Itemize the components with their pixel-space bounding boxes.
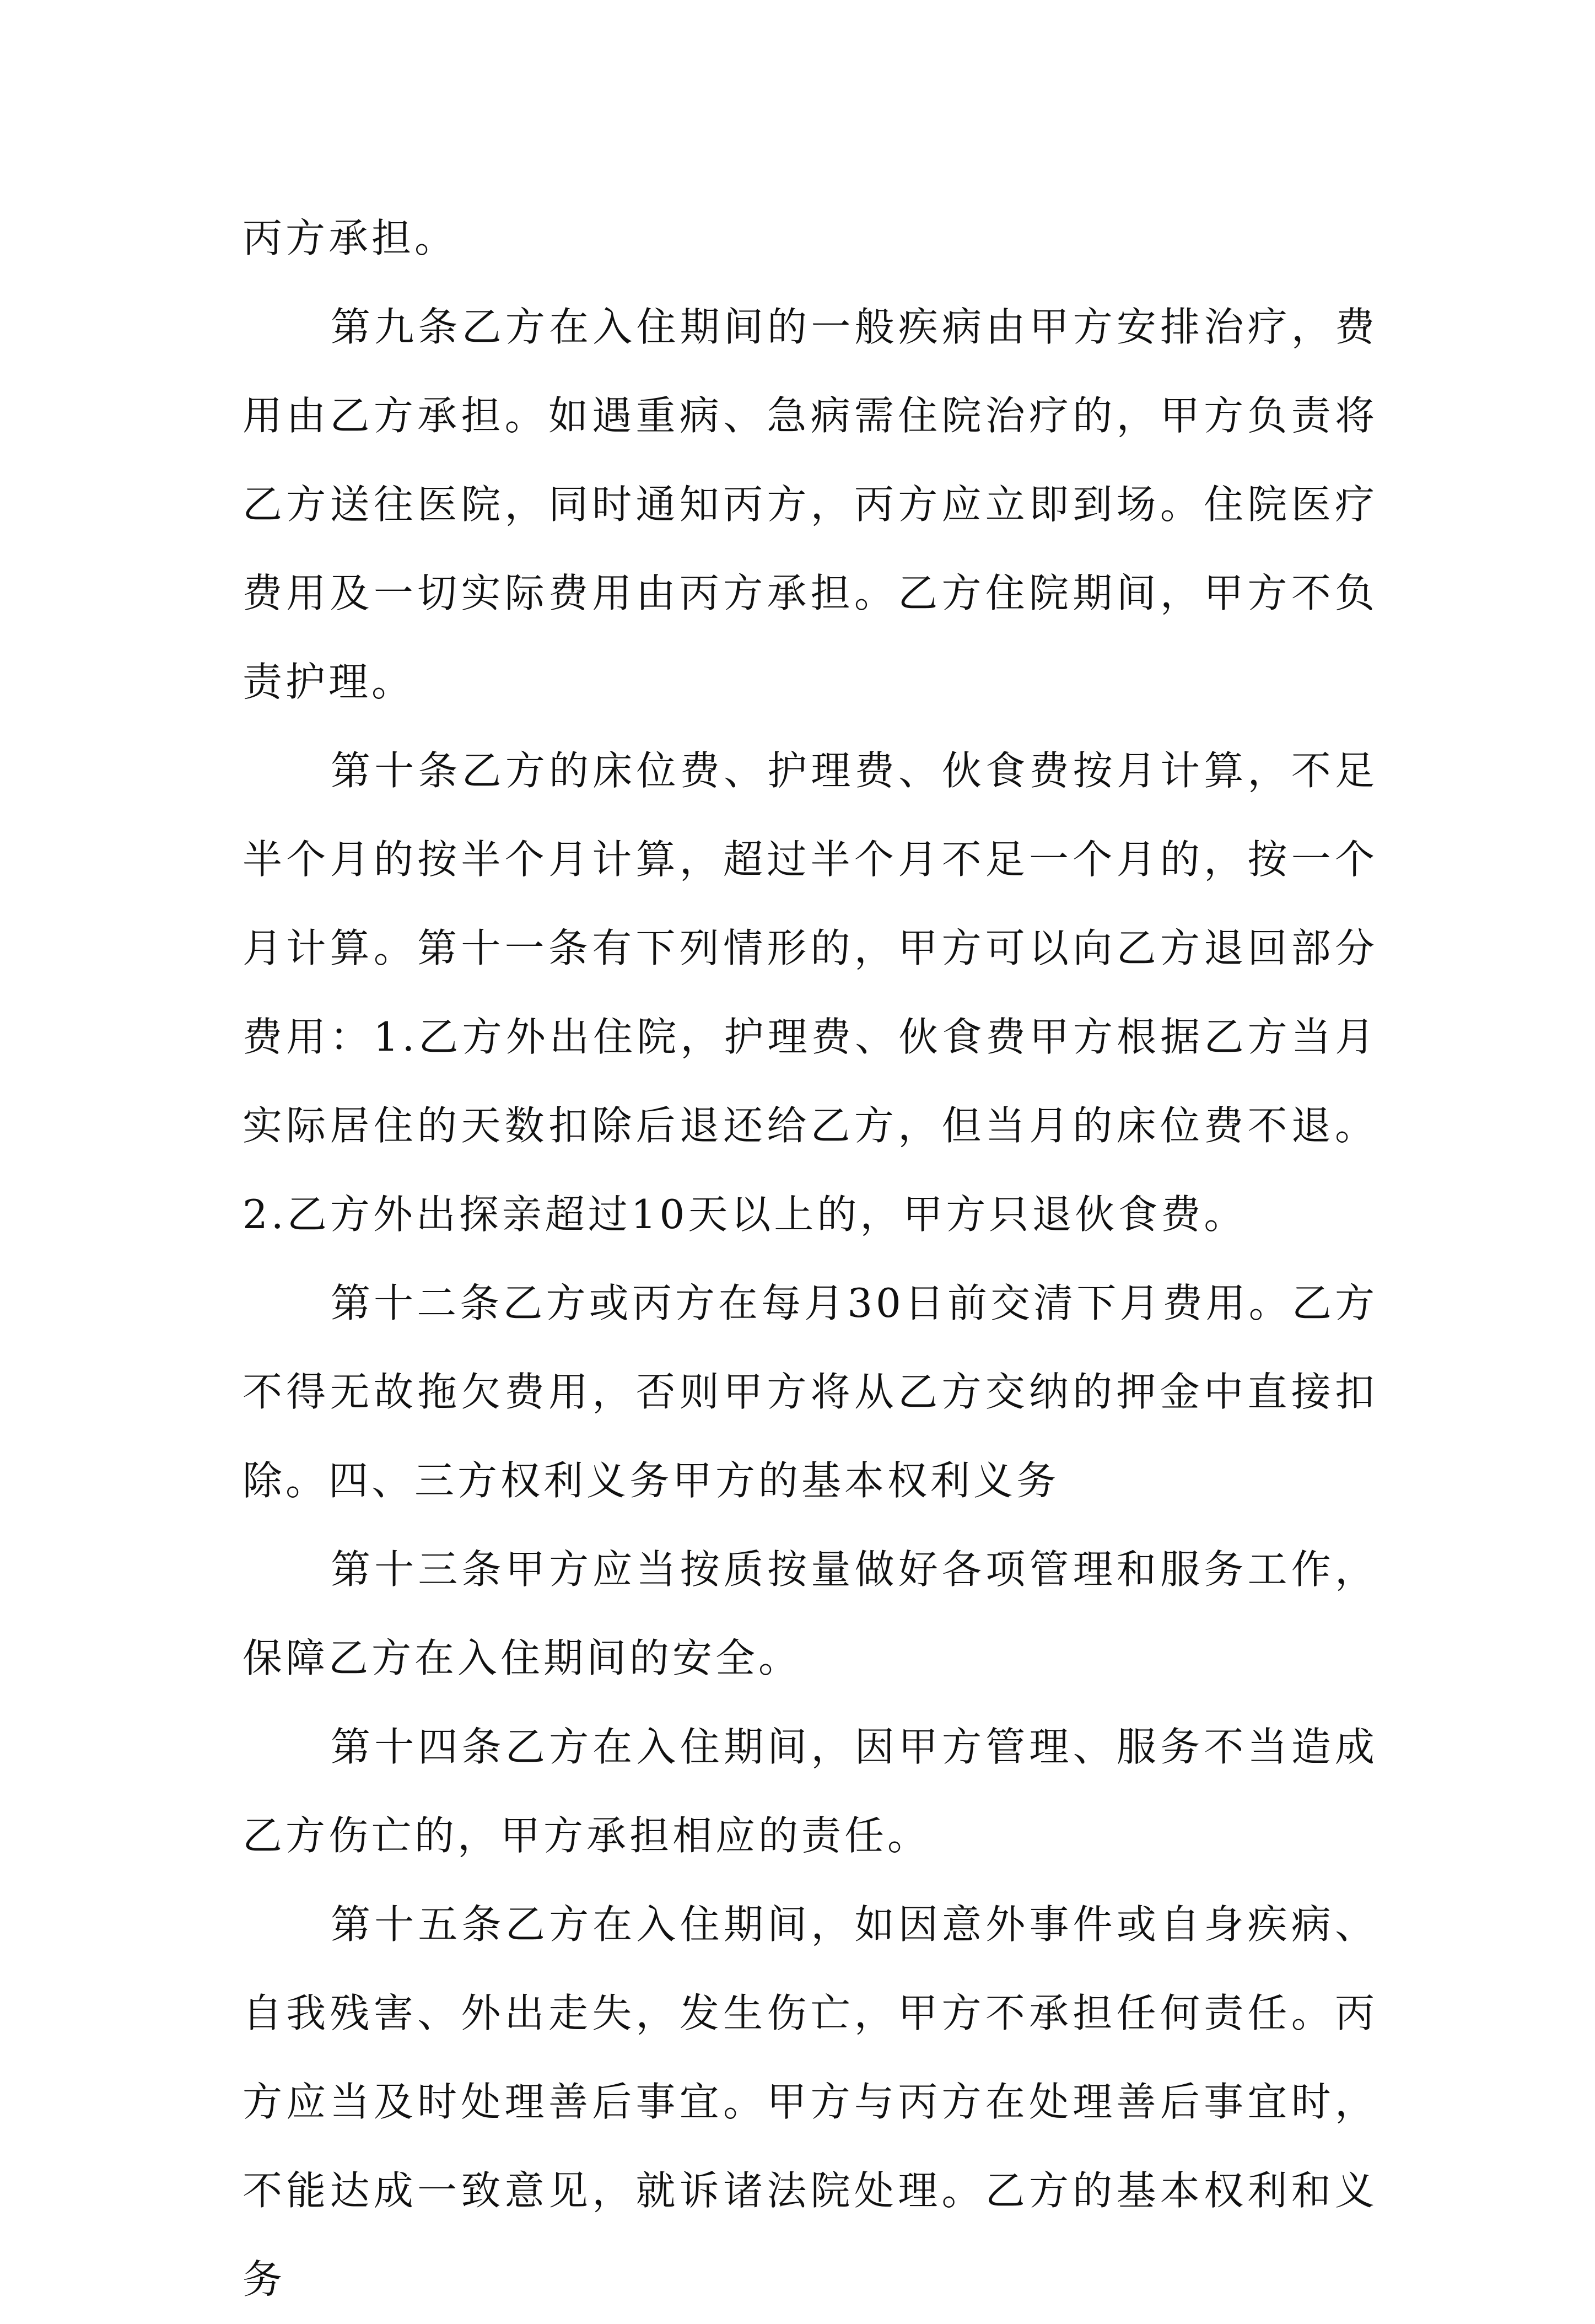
paragraph-article-10-11: 第十条乙方的床位费、护理费、伙食费按月计算，不足半个月的按半个月计算，超过半个月不足一个月的，按一个月计算。第十一条有下列情形的，甲方可以向乙方退回部分费用：1.乙方外出住院，护理费、伙食费甲方根据乙方当月实际居住的天数扣除后退还给乙方，但当月的床位费不退。2.乙方外出探亲超过10天以上的，甲方只退伙食费。 (243, 747, 1378, 1238)
paragraph-1: 丙方承担。 (243, 215, 458, 261)
paragraph-article-12: 第十二条乙方或丙方在每月30日前交清下月费用。乙方不得无故拖欠费用，否则甲方将从乙方交纳的押金中直接扣除。四、三方权利义务甲方的基本权利义务 (243, 1280, 1378, 1504)
document-body (243, 194, 1378, 2324)
paragraph-article-15: 第十五条乙方在入住期间，如因意外事件或自身疾病、自我残害、外出走失，发生伤亡，甲方不承担任何责任。丙方应当及时处理善后事宜。甲方与丙方在处理善后事宜时，不能达成一致意见，就诉诸法院处理。乙方的基本权利和义务 (243, 1901, 1378, 2303)
paragraph-article-9: 第九条乙方在入住期间的一般疾病由甲方安排治疗，费用由乙方承担。如遇重病、急病需住院治疗的，甲方负责将乙方送往医院，同时通知丙方，丙方应立即到场。住院医疗费用及一切实际费用由丙方承担。乙方住院期间，甲方不负责护理。 (243, 304, 1378, 705)
paragraph-article-13: 第十三条甲方应当按质按量做好各项管理和服务工作，保障乙方在入住期间的安全。 (243, 1546, 1378, 1681)
paragraph-article-14: 第十四条乙方在入住期间，因甲方管理、服务不当造成乙方伤亡的，甲方承担相应的责任。 (243, 1724, 1378, 1859)
